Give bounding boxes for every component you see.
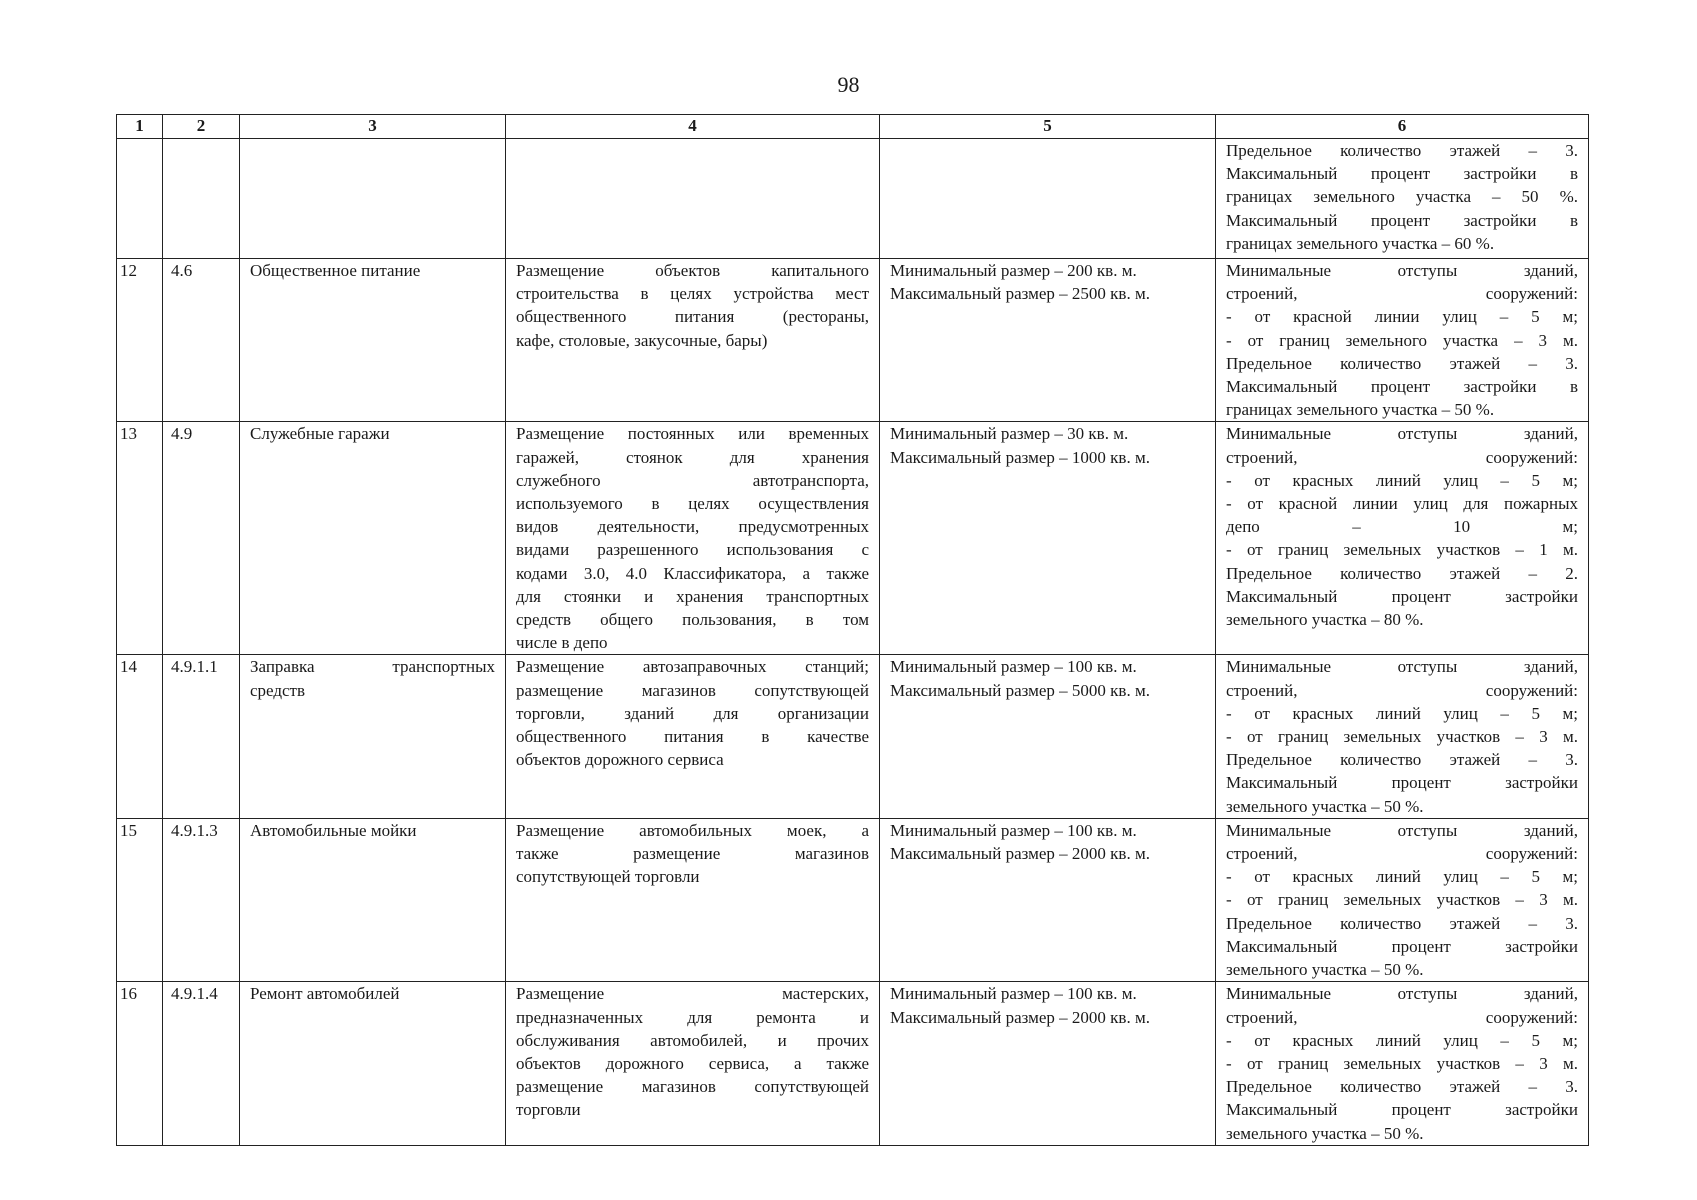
cell-line: Минимальный размер – 30 кв. м. (890, 424, 1129, 444)
cell-line: - от границ земельных участков – 1 м. (1226, 540, 1578, 560)
cell-line: строительства в целях устройства мест (516, 284, 869, 304)
cell-line: границах земельного участка – 60 %. (1226, 233, 1495, 253)
cell-line: Общественное питание (250, 261, 421, 280)
cell-params (1216, 818, 1589, 981)
cell-num: 15 (117, 818, 163, 981)
cell-line: земельного участка – 50 %. (1226, 1123, 1424, 1143)
cell-line: торговли (516, 1100, 581, 1120)
land-use-table (116, 114, 1589, 1146)
cell-line: Максимальный размер – 1000 кв. м. (890, 447, 1150, 467)
cell-line: средств (250, 680, 306, 700)
table-row (117, 259, 1589, 422)
cell-line: предназначенных для ремонта и (516, 1007, 869, 1027)
cell-num: 13 (117, 422, 163, 655)
cell-line: Размещение автозаправочных станций; (516, 657, 869, 677)
cell-name (240, 259, 506, 422)
cell-line: для стоянки и хранения транспортных (516, 586, 869, 606)
cell-line: Предельное количество этажей – 3. (1226, 750, 1578, 770)
cell-line: числе в депо (516, 633, 608, 653)
cell-line: общественного питания (рестораны, (516, 307, 869, 327)
cell-sizes (880, 818, 1216, 981)
cell-description (506, 139, 880, 259)
cell-num (117, 139, 163, 259)
cell-sizes (880, 655, 1216, 818)
cell-line: видов деятельности, предусмотренных (516, 517, 869, 537)
cell-line: Предельное количество этажей – 3. (1226, 1077, 1578, 1097)
cell-line: Служебные гаражи (250, 424, 390, 444)
cell-code: 4.9 (163, 422, 240, 655)
table-row (117, 818, 1589, 981)
cell-line: - от красных линий улиц – 5 м; (1226, 470, 1578, 490)
cell-line: видами разрешенного использования с (516, 540, 869, 560)
cell-line: Размещение автомобильных моек, а (516, 820, 869, 840)
cell-line: Минимальный размер – 200 кв. м. (890, 261, 1137, 280)
cell-description (506, 655, 880, 818)
cell-name (240, 982, 506, 1145)
cell-line: объектов дорожного сервиса (516, 750, 724, 770)
cell-line: Минимальные отступы зданий, (1226, 657, 1578, 677)
cell-line: Максимальный процент застройки (1226, 773, 1578, 793)
cell-line: - от красной линии улиц для пожарных (1226, 494, 1578, 514)
cell-description (506, 259, 880, 422)
cell-line: депо – 10 м; (1226, 517, 1578, 537)
cell-params (1216, 259, 1589, 422)
cell-line: - от границ земельных участков – 3 м. (1226, 890, 1578, 910)
cell-line: границах земельного участка – 50 %. (1226, 400, 1495, 420)
cell-line: Максимальный процент застройки (1226, 936, 1578, 956)
cell-line: земельного участка – 50 %. (1226, 960, 1424, 980)
cell-num: 12 (117, 259, 163, 422)
cell-sizes (880, 982, 1216, 1145)
cell-line: - от красных линий улиц – 5 м; (1226, 867, 1578, 887)
cell-line: Максимальный процент застройки в (1226, 377, 1578, 397)
cell-line: Минимальный размер – 100 кв. м. (890, 820, 1137, 840)
cell-code (163, 139, 240, 259)
cell-line: - от границ земельных участков – 3 м. (1226, 727, 1578, 747)
cell-line: - от границ земельных участков – 3 м. (1226, 1053, 1578, 1073)
cell-code: 4.9.1.3 (163, 818, 240, 981)
cell-description (506, 982, 880, 1145)
cell-line: Размещение постоянных или временных (516, 424, 869, 444)
cell-line: используемого в целях осуществления (516, 494, 869, 514)
cell-sizes (880, 259, 1216, 422)
cell-description (506, 818, 880, 981)
cell-line: - от красных линий улиц – 5 м; (1226, 703, 1578, 723)
table-header-row (117, 115, 1589, 139)
cell-params (1216, 982, 1589, 1145)
cell-line: Предельное количество этажей – 3. (1226, 353, 1578, 373)
cell-line: строений, сооружений: (1226, 447, 1578, 467)
cell-line: границах земельного участка – 50 %. (1226, 187, 1578, 207)
cell-line: Минимальный размер – 100 кв. м. (890, 657, 1137, 677)
cell-code: 4.6 (163, 259, 240, 422)
cell-line: размещение магазинов сопутствующей (516, 680, 869, 700)
cell-line: - от границ земельного участка – 3 м. (1226, 330, 1578, 350)
cell-name (240, 818, 506, 981)
cell-line: гаражей, стоянок для хранения (516, 447, 869, 467)
cell-line: общественного питания в качестве (516, 727, 869, 747)
cell-line: Максимальный процент застройки (1226, 1100, 1578, 1120)
table-row (117, 655, 1589, 818)
cell-line: Максимальный процент застройки (1226, 586, 1578, 606)
cell-line: Максимальный размер – 5000 кв. м. (890, 680, 1150, 700)
cell-line: строений, сооружений: (1226, 1007, 1578, 1027)
cell-line: Минимальные отступы зданий, (1226, 261, 1578, 280)
cell-line: Заправка транспортных (250, 657, 495, 677)
cell-line: - от красных линий улиц – 5 м; (1226, 1030, 1578, 1050)
cell-sizes (880, 139, 1216, 259)
header-col-2: 2 (163, 115, 240, 139)
cell-line: Минимальные отступы зданий, (1226, 984, 1578, 1004)
cell-line: земельного участка – 80 %. (1226, 610, 1424, 630)
cell-line: обслуживания автомобилей, и прочих (516, 1030, 869, 1050)
header-col-5: 5 (880, 115, 1216, 139)
cell-line: торговли, зданий для организации (516, 703, 869, 723)
cell-line: Ремонт автомобилей (250, 984, 400, 1004)
cell-line: сопутствующей торговли (516, 867, 700, 887)
cell-name (240, 655, 506, 818)
cell-line: Минимальные отступы зданий, (1226, 424, 1578, 444)
cell-line: Предельное количество этажей – 3. (1226, 913, 1578, 933)
table-row-continuation (117, 139, 1589, 259)
header-col-1: 1 (117, 115, 163, 139)
cell-params (1216, 655, 1589, 818)
cell-line: Минимальные отступы зданий, (1226, 820, 1578, 840)
cell-line: строений, сооружений: (1226, 680, 1578, 700)
cell-line: средств общего пользования, в том (516, 610, 869, 630)
cell-line: Предельное количество этажей – 3. (1226, 141, 1578, 160)
cell-line: Автомобильные мойки (250, 820, 417, 840)
cell-line: - от красной линии улиц – 5 м; (1226, 307, 1578, 327)
cell-code: 4.9.1.4 (163, 982, 240, 1145)
cell-line: кафе, столовые, закусочные, бары) (516, 330, 768, 350)
cell-description (506, 422, 880, 655)
page-number: 98 (837, 72, 860, 97)
cell-name (240, 422, 506, 655)
table-row (117, 982, 1589, 1145)
table-row (117, 422, 1589, 655)
cell-num: 14 (117, 655, 163, 818)
cell-line: строений, сооружений: (1226, 284, 1578, 304)
cell-params (1216, 139, 1589, 259)
cell-line: Предельное количество этажей – 2. (1226, 563, 1578, 583)
cell-sizes (880, 422, 1216, 655)
cell-line: служебного автотранспорта, (516, 470, 869, 490)
cell-params (1216, 422, 1589, 655)
cell-line: кодами 3.0, 4.0 Классификатора, а также (516, 563, 869, 583)
cell-line: Размещение объектов капитального (516, 261, 869, 280)
header-col-4: 4 (506, 115, 880, 139)
cell-num: 16 (117, 982, 163, 1145)
header-col-3: 3 (240, 115, 506, 139)
cell-line: также размещение магазинов (516, 844, 869, 864)
cell-line: Максимальный размер – 2000 кв. м. (890, 844, 1150, 864)
cell-name (240, 139, 506, 259)
cell-line: объектов дорожного сервиса, а также (516, 1053, 869, 1073)
cell-line: Минимальный размер – 100 кв. м. (890, 984, 1137, 1004)
header-col-6: 6 (1216, 115, 1589, 139)
cell-line: размещение магазинов сопутствующей (516, 1077, 869, 1097)
cell-line: земельного участка – 50 %. (1226, 796, 1424, 816)
cell-line: строений, сооружений: (1226, 844, 1578, 864)
cell-line: Максимальный процент застройки в (1226, 164, 1578, 184)
cell-line: Размещение мастерских, (516, 984, 869, 1004)
cell-code: 4.9.1.1 (163, 655, 240, 818)
cell-line: Максимальный процент застройки в (1226, 210, 1578, 230)
cell-line: Максимальный размер – 2500 кв. м. (890, 284, 1150, 304)
cell-line: Максимальный размер – 2000 кв. м. (890, 1007, 1150, 1027)
